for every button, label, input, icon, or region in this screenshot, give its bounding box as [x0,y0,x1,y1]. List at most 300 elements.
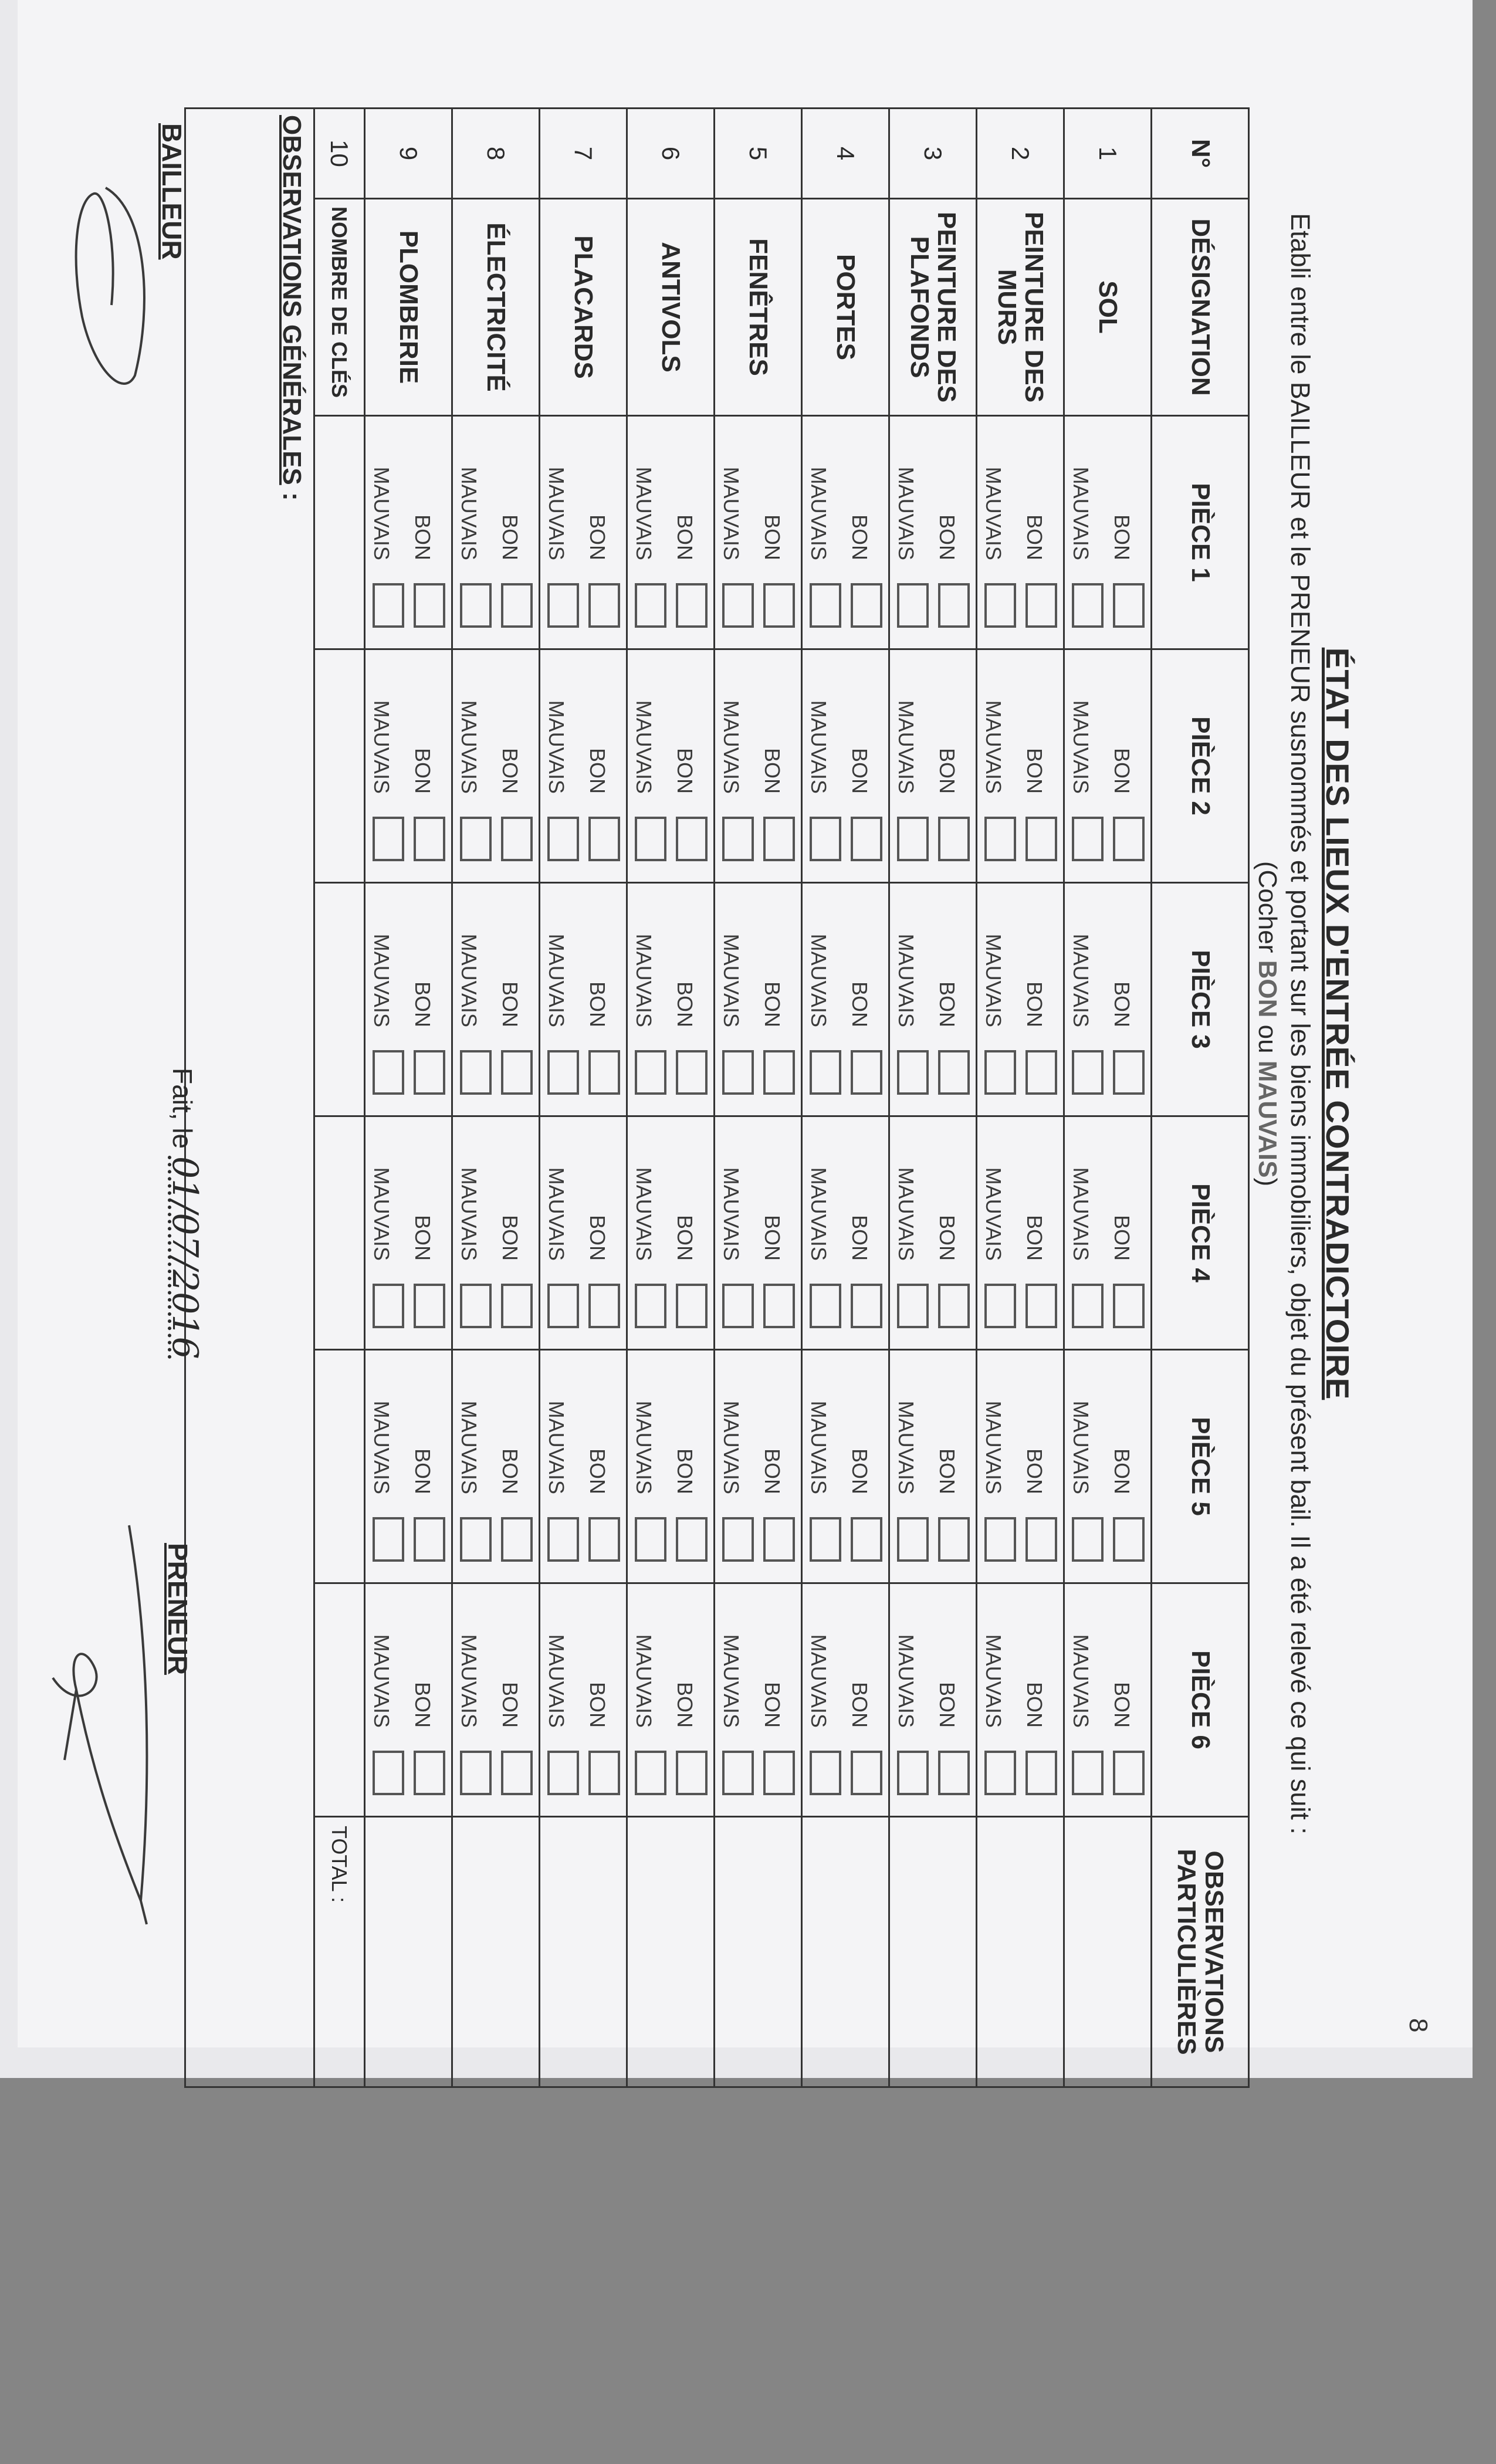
piece-2-cell [715,649,802,883]
mauvais-checkbox[interactable] [722,817,754,861]
mauvais-label: MAUVAIS [807,933,831,1027]
mauvais-label: MAUVAIS [981,1167,1006,1261]
mauvais-checkbox[interactable] [635,1517,666,1562]
bon-checkbox[interactable] [501,1284,533,1328]
mauvais-checkbox[interactable] [547,583,579,628]
mauvais-label: MAUVAIS [544,466,568,560]
bon-checkbox[interactable] [851,1517,882,1562]
mauvais-label: MAUVAIS [719,1634,743,1728]
bon-checkbox[interactable] [501,583,533,628]
mauvais-label: MAUVAIS [457,933,481,1027]
option-mauvais [628,1584,669,1816]
piece-5-cell [977,1350,1064,1583]
option-mauvais [977,417,1018,648]
mauvais-checkbox[interactable] [1072,1284,1104,1328]
bon-checkbox[interactable] [1113,1517,1145,1562]
piece-1-cell [540,416,627,649]
mauvais-label: MAUVAIS [632,933,656,1027]
option-bon [756,1351,797,1582]
option-mauvais [628,417,669,648]
table-row [365,109,452,2087]
bon-label: BON [498,1681,522,1728]
row-designation: PLOMBERIE [365,199,452,416]
mauvais-label: MAUVAIS [632,1400,656,1494]
option-bon [581,650,622,882]
bon-checkbox[interactable] [1025,1284,1057,1328]
bon-checkbox[interactable] [763,583,795,628]
mauvais-label: MAUVAIS [544,700,568,794]
mauvais-label: MAUVAIS [981,1400,1006,1494]
mauvais-label: MAUVAIS [457,700,481,794]
option-bon [756,650,797,882]
bon-checkbox[interactable] [588,1050,620,1095]
piece-3-cell [889,883,977,1116]
mauvais-label: MAUVAIS [370,1167,394,1261]
piece-6-cell [452,1583,540,1817]
piece-3-cell [540,883,627,1116]
bon-checkbox[interactable] [414,1284,445,1328]
header-piece-2: PIÈCE 2 [1152,649,1249,883]
mauvais-checkbox[interactable] [984,1751,1016,1795]
piece-6-cell [1064,1583,1152,1817]
option-bon [756,1584,797,1816]
option-bon [669,1117,710,1349]
keys-piece-2[interactable] [314,649,365,883]
mauvais-checkbox[interactable] [547,1751,579,1795]
bon-checkbox[interactable] [676,1050,708,1095]
bon-checkbox[interactable] [851,817,882,861]
bon-checkbox[interactable] [1025,1751,1057,1795]
mauvais-checkbox[interactable] [1072,1517,1104,1562]
table-row [802,109,889,2087]
mauvais-checkbox[interactable] [897,583,929,628]
piece-3-cell [627,883,715,1116]
option-bon [1106,1584,1147,1816]
mauvais-checkbox[interactable] [547,1517,579,1562]
piece-1-cell [889,416,977,649]
keys-row [314,109,365,2087]
mauvais-checkbox[interactable] [1072,1751,1104,1795]
mauvais-checkbox[interactable] [373,817,404,861]
bon-checkbox[interactable] [501,817,533,861]
instruction-bon: BON [1253,960,1282,1018]
mauvais-checkbox[interactable] [1072,1050,1104,1095]
option-mauvais [977,1584,1018,1816]
option-mauvais [803,1117,844,1349]
option-bon [1018,1584,1060,1816]
mauvais-checkbox[interactable] [460,1284,492,1328]
bon-label: BON [1023,747,1047,794]
bon-checkbox[interactable] [851,1284,882,1328]
bon-checkbox[interactable] [763,1751,795,1795]
bon-checkbox[interactable] [938,1050,970,1095]
option-bon [1106,884,1147,1115]
mauvais-checkbox[interactable] [547,1050,579,1095]
option-bon [581,1117,622,1349]
bon-label: BON [411,981,435,1027]
handwritten-date: 01/07/2016 [164,1156,205,1359]
keys-piece-4[interactable] [314,1116,365,1350]
mauvais-checkbox[interactable] [810,583,841,628]
bon-label: BON [673,1681,697,1728]
option-mauvais [803,1584,844,1816]
option-mauvais [453,650,494,882]
mauvais-label: MAUVAIS [370,1400,394,1494]
option-bon [1018,417,1060,648]
mauvais-label: MAUVAIS [1069,466,1093,560]
mauvais-checkbox[interactable] [722,1050,754,1095]
option-mauvais [803,1351,844,1582]
option-mauvais [890,417,931,648]
header-designation: DÉSIGNATION [1152,199,1249,416]
option-bon [407,417,448,648]
mauvais-checkbox[interactable] [984,1050,1016,1095]
option-bon [1106,1351,1147,1582]
mauvais-label: MAUVAIS [370,1634,394,1728]
bon-checkbox[interactable] [1025,583,1057,628]
mauvais-checkbox[interactable] [897,1517,929,1562]
piece-3-cell [365,883,452,1116]
piece-1-cell [715,416,802,649]
option-mauvais [977,884,1018,1115]
piece-1-cell [365,416,452,649]
mauvais-label: MAUVAIS [632,1167,656,1261]
bon-label: BON [760,1448,784,1494]
mauvais-checkbox[interactable] [635,817,666,861]
bon-checkbox[interactable] [851,583,882,628]
bon-checkbox[interactable] [763,1050,795,1095]
bon-checkbox[interactable] [938,1284,970,1328]
row-observations[interactable] [977,1817,1064,2087]
piece-6-cell [977,1583,1064,1817]
option-mauvais [715,650,756,882]
option-bon [844,1351,885,1582]
row-designation: PLACARDS [540,199,627,416]
bon-checkbox[interactable] [676,1751,708,1795]
piece-3-cell [802,883,889,1116]
option-mauvais [1065,1351,1106,1582]
bailleur-label: BAILLEUR [157,123,187,260]
mauvais-checkbox[interactable] [722,583,754,628]
mauvais-label: MAUVAIS [544,1167,568,1261]
mauvais-checkbox[interactable] [897,1751,929,1795]
bon-label: BON [1023,1448,1047,1494]
header-observations: OBSERVATIONS PARTICULIÈRES [1152,1817,1249,2087]
mauvais-label: MAUVAIS [544,1634,568,1728]
row-observations[interactable] [715,1817,802,2087]
mauvais-checkbox[interactable] [373,583,404,628]
piece-5-cell [540,1350,627,1583]
observations-generales-label: OBSERVATIONS GÉNÉRALES [277,115,306,485]
option-mauvais [540,1584,581,1816]
bon-checkbox[interactable] [501,1517,533,1562]
mauvais-label: MAUVAIS [1069,1167,1093,1261]
row-observations[interactable] [802,1817,889,2087]
mauvais-label: MAUVAIS [632,466,656,560]
row-designation: PEINTURE DES MURS [977,199,1064,416]
option-mauvais [628,1117,669,1349]
mauvais-label: MAUVAIS [894,933,918,1027]
mauvais-label: MAUVAIS [719,466,743,560]
bon-checkbox[interactable] [1113,1284,1145,1328]
bon-checkbox[interactable] [588,1284,620,1328]
bon-checkbox[interactable] [588,1517,620,1562]
mauvais-checkbox[interactable] [547,817,579,861]
mauvais-label: MAUVAIS [719,1400,743,1494]
option-bon [756,1117,797,1349]
keys-piece-1[interactable] [314,416,365,649]
row-observations[interactable] [452,1817,540,2087]
bon-checkbox[interactable] [676,1517,708,1562]
header-num: N° [1152,109,1249,199]
option-mauvais [365,884,407,1115]
row-number: 6 [627,109,715,199]
row-observations[interactable] [365,1817,452,2087]
mauvais-checkbox[interactable] [460,583,492,628]
piece-5-cell [715,1350,802,1583]
bon-label: BON [411,1214,435,1261]
bon-checkbox[interactable] [414,1517,445,1562]
bon-checkbox[interactable] [1025,1050,1057,1095]
mauvais-label: MAUVAIS [981,466,1006,560]
mauvais-checkbox[interactable] [547,1284,579,1328]
piece-4-cell [1064,1116,1152,1350]
bon-label: BON [411,1681,435,1728]
option-bon [844,417,885,648]
keys-piece-5[interactable] [314,1350,365,1583]
piece-1-cell [802,416,889,649]
row-observations[interactable] [540,1817,627,2087]
bon-label: BON [760,747,784,794]
piece-4-cell [977,1116,1064,1350]
mauvais-checkbox[interactable] [810,817,841,861]
bon-checkbox[interactable] [414,1050,445,1095]
mauvais-label: MAUVAIS [894,700,918,794]
bon-checkbox[interactable] [676,817,708,861]
mauvais-label: MAUVAIS [719,1167,743,1261]
mauvais-label: MAUVAIS [544,933,568,1027]
piece-5-cell [627,1350,715,1583]
row-observations[interactable] [889,1817,977,2087]
mauvais-label: MAUVAIS [632,700,656,794]
option-mauvais [540,1351,581,1582]
bon-checkbox[interactable] [414,817,445,861]
mauvais-checkbox[interactable] [810,1050,841,1095]
option-mauvais [890,1117,931,1349]
piece-4-cell [802,1116,889,1350]
fait-le-label: Fait, le [167,1068,198,1156]
mauvais-checkbox[interactable] [373,1050,404,1095]
header-piece-4: PIÈCE 4 [1152,1116,1249,1350]
mauvais-checkbox[interactable] [373,1517,404,1562]
mauvais-checkbox[interactable] [460,1751,492,1795]
bon-checkbox[interactable] [938,1517,970,1562]
piece-6-cell [540,1583,627,1817]
bon-label: BON [935,1681,959,1728]
option-bon [1018,884,1060,1115]
mauvais-label: MAUVAIS [1069,933,1093,1027]
bon-checkbox[interactable] [414,583,445,628]
bon-label: BON [760,981,784,1027]
bon-checkbox[interactable] [588,1751,620,1795]
option-mauvais [365,1351,407,1582]
option-bon [844,884,885,1115]
mauvais-label: MAUVAIS [632,1634,656,1728]
option-bon [844,650,885,882]
mauvais-checkbox[interactable] [460,1050,492,1095]
bon-checkbox[interactable] [1025,1517,1057,1562]
piece-2-cell [977,649,1064,883]
bon-label: BON [1023,981,1047,1027]
table-header-row [1152,109,1249,2087]
option-mauvais [365,1117,407,1349]
bon-checkbox[interactable] [938,1751,970,1795]
piece-3-cell [977,883,1064,1116]
mauvais-checkbox[interactable] [897,817,929,861]
option-mauvais [540,417,581,648]
bon-label: BON [760,1681,784,1728]
bon-checkbox[interactable] [1025,817,1057,861]
bon-checkbox[interactable] [851,1751,882,1795]
bon-checkbox[interactable] [763,817,795,861]
mauvais-checkbox[interactable] [635,1751,666,1795]
bon-checkbox[interactable] [588,817,620,861]
keys-piece-6[interactable] [314,1583,365,1817]
intro-text: Etabli entre le BAILLEUR et le PRENEUR susnommés et portant sur les biens immobiliers, objet du présent bail. Il a été relevé ce qui suit : [1285,213,1315,1835]
piece-5-cell [452,1350,540,1583]
header-piece-6: PIÈCE 6 [1152,1583,1249,1817]
option-bon [1106,1117,1147,1349]
option-mauvais [453,1584,494,1816]
mauvais-checkbox[interactable] [1072,817,1104,861]
piece-1-cell [452,416,540,649]
piece-1-cell [977,416,1064,649]
mauvais-label: MAUVAIS [457,1400,481,1494]
mauvais-checkbox[interactable] [460,1517,492,1562]
bon-label: BON [1110,514,1134,560]
mauvais-checkbox[interactable] [460,817,492,861]
bon-checkbox[interactable] [938,583,970,628]
bon-label: BON [498,747,522,794]
mauvais-checkbox[interactable] [722,1284,754,1328]
option-bon [931,884,972,1115]
row-observations[interactable] [627,1817,715,2087]
keys-piece-3[interactable] [314,883,365,1116]
mauvais-checkbox[interactable] [810,1517,841,1562]
mauvais-checkbox[interactable] [984,817,1016,861]
row-designation: FENÊTRES [715,199,802,416]
option-mauvais [453,884,494,1115]
option-mauvais [803,417,844,648]
bon-label: BON [935,981,959,1027]
mauvais-checkbox[interactable] [810,1284,841,1328]
bon-checkbox[interactable] [763,1517,795,1562]
bon-checkbox[interactable] [1113,817,1145,861]
bon-checkbox[interactable] [588,583,620,628]
mauvais-checkbox[interactable] [897,1284,929,1328]
mauvais-label: MAUVAIS [807,1167,831,1261]
mauvais-checkbox[interactable] [810,1751,841,1795]
mauvais-checkbox[interactable] [984,583,1016,628]
mauvais-label: MAUVAIS [807,466,831,560]
bon-checkbox[interactable] [1113,583,1145,628]
piece-6-cell [802,1583,889,1817]
option-bon [581,1584,622,1816]
mauvais-label: MAUVAIS [457,1167,481,1261]
option-mauvais [453,1351,494,1582]
option-mauvais [715,1351,756,1582]
mauvais-label: MAUVAIS [807,1400,831,1494]
bon-label: BON [411,1448,435,1494]
bon-checkbox[interactable] [851,1050,882,1095]
keys-label: NOMBRE DE CLÉS [314,199,365,416]
bon-checkbox[interactable] [501,1050,533,1095]
piece-3-cell [1064,883,1152,1116]
instruction-or: ou [1253,1017,1282,1061]
mauvais-label: MAUVAIS [1069,1400,1093,1494]
mauvais-label: MAUVAIS [457,1634,481,1728]
option-mauvais [540,650,581,882]
option-bon [669,1351,710,1582]
bon-label: BON [673,1448,697,1494]
document-title: ÉTAT DES LIEUX D'ENTRÉE CONTRADICTOIRE [1319,647,1356,1400]
option-mauvais [977,1351,1018,1582]
option-bon [407,1117,448,1349]
mauvais-checkbox[interactable] [897,1050,929,1095]
option-mauvais [803,884,844,1115]
bon-label: BON [673,747,697,794]
mauvais-checkbox[interactable] [635,1284,666,1328]
mauvais-checkbox[interactable] [635,1050,666,1095]
bon-checkbox[interactable] [676,1284,708,1328]
observations-generales-colon: : [277,485,306,501]
option-mauvais [628,884,669,1115]
row-number: 1 [1064,109,1152,199]
bon-label: BON [585,514,610,560]
bon-checkbox[interactable] [1113,1050,1145,1095]
bon-checkbox[interactable] [1113,1751,1145,1795]
option-bon [494,1117,535,1349]
mauvais-checkbox[interactable] [373,1751,404,1795]
piece-2-cell [365,649,452,883]
bon-label: BON [673,1214,697,1261]
bon-checkbox[interactable] [938,817,970,861]
option-mauvais [628,1351,669,1582]
mauvais-checkbox[interactable] [984,1284,1016,1328]
bon-checkbox[interactable] [763,1284,795,1328]
option-mauvais [715,884,756,1115]
mauvais-checkbox[interactable] [722,1517,754,1562]
bon-checkbox[interactable] [676,583,708,628]
piece-4-cell [365,1116,452,1350]
bon-label: BON [848,514,872,560]
bon-checkbox[interactable] [501,1751,533,1795]
option-mauvais [453,1117,494,1349]
mauvais-checkbox[interactable] [722,1751,754,1795]
bon-label: BON [498,514,522,560]
mauvais-checkbox[interactable] [635,583,666,628]
mauvais-checkbox[interactable] [984,1517,1016,1562]
bon-label: BON [848,981,872,1027]
mauvais-checkbox[interactable] [1072,583,1104,628]
bon-checkbox[interactable] [414,1751,445,1795]
mauvais-label: MAUVAIS [981,700,1006,794]
mauvais-label: MAUVAIS [807,700,831,794]
option-mauvais [453,417,494,648]
instruction-suffix: ) [1253,1177,1282,1187]
mauvais-checkbox[interactable] [373,1284,404,1328]
row-observations[interactable] [1064,1817,1152,2087]
